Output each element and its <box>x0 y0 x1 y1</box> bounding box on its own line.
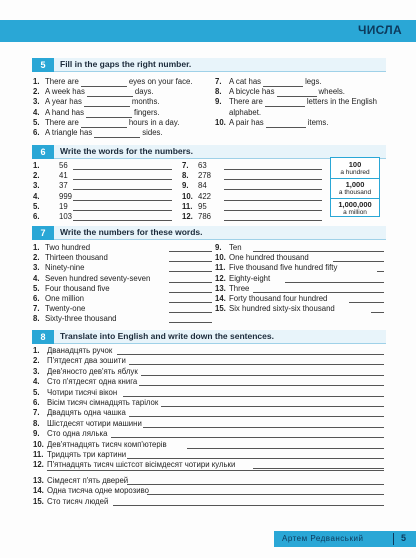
item-text: A pair has <box>229 117 264 127</box>
list-item <box>33 398 158 408</box>
item-number: 7. <box>182 161 189 170</box>
item-text: A week has <box>45 87 85 97</box>
list-item <box>215 253 309 263</box>
answer-line[interactable] <box>113 505 384 506</box>
item-text: 999 <box>59 191 73 201</box>
answer-line[interactable] <box>169 261 212 262</box>
list-item <box>182 171 211 181</box>
answer-line[interactable] <box>349 302 384 303</box>
answer-line[interactable] <box>224 179 322 180</box>
item-number: 15. <box>33 496 44 506</box>
exercise-number: 5 <box>32 58 54 72</box>
answer-line[interactable] <box>169 271 212 272</box>
item-text: A bicycle has <box>229 87 275 97</box>
item-text: Сто одна лялька <box>47 429 108 439</box>
item-number: 1. <box>33 346 40 355</box>
item-text: There are <box>45 117 79 127</box>
answer-line[interactable] <box>169 302 212 303</box>
exercise-title: Fill in the gaps the right number. <box>60 59 192 69</box>
item-text: Three <box>229 283 250 293</box>
list-item <box>33 419 142 429</box>
list-item <box>33 294 84 304</box>
list-item <box>33 486 149 496</box>
item-number: 2. <box>33 356 40 366</box>
answer-line[interactable] <box>169 322 212 323</box>
item-number: 4. <box>33 107 40 117</box>
answer-line[interactable] <box>123 396 384 397</box>
list-item <box>33 388 117 398</box>
list-item <box>182 161 207 171</box>
item-text: 19 <box>59 201 68 211</box>
list-item <box>33 128 163 138</box>
list-item <box>33 202 68 212</box>
item-text: Two hundred <box>45 243 91 252</box>
list-item <box>33 346 112 356</box>
item-text: alphabet. <box>229 107 262 117</box>
item-text: П'ятнадцять тисяч шістсот вісімдесят чотири кульки <box>47 460 236 470</box>
answer-blank[interactable] <box>81 120 127 128</box>
item-text: 56 <box>59 161 68 170</box>
answer-blank[interactable] <box>84 99 130 107</box>
answer-line[interactable] <box>117 354 384 355</box>
item-text: eyes on your face. <box>128 77 193 86</box>
list-item <box>33 171 68 181</box>
item-text: A triangle has <box>45 128 93 137</box>
item-number: 12. <box>33 460 44 470</box>
item-text: Дев'яносто дев'ять яблук <box>47 366 138 376</box>
item-number: 7. <box>33 304 40 314</box>
item-number: 3. <box>33 263 40 273</box>
exercise-number: 8 <box>32 330 54 344</box>
answer-line[interactable] <box>73 210 172 211</box>
item-number: 13. <box>33 475 44 485</box>
item-number: 10. <box>33 439 44 449</box>
answer-line[interactable] <box>224 210 322 211</box>
author-name: Артем Редванський <box>282 534 364 543</box>
list-item <box>33 304 85 314</box>
item-number: 2. <box>33 253 40 263</box>
item-number: 4. <box>33 191 40 201</box>
answer-line[interactable] <box>139 385 384 386</box>
exercise-number: 7 <box>32 226 54 240</box>
item-text: Сто п'ятдесят одна книга <box>47 377 138 387</box>
item-text: Шістдесят чотири машини <box>47 418 142 428</box>
item-number: 8. <box>215 87 222 97</box>
list-item <box>33 77 193 87</box>
item-text: One hundred thousand <box>229 253 309 263</box>
item-text: Одна тисяча одне морозиво <box>47 486 149 496</box>
exercise-title: Write the words for the numbers. <box>60 146 194 156</box>
item-text: Seven hundred seventy-seven <box>45 273 151 283</box>
answer-line[interactable] <box>224 200 322 201</box>
item-number: 3. <box>33 97 40 107</box>
answer-blank[interactable] <box>263 79 303 87</box>
item-text: items. <box>307 117 329 127</box>
item-text: Тридцять три картини <box>47 450 127 459</box>
list-item <box>182 212 211 222</box>
item-text: Twenty-one <box>45 304 86 314</box>
list-item <box>215 284 249 294</box>
item-number: 10. <box>182 191 193 201</box>
answer-blank[interactable] <box>266 120 306 128</box>
list-item <box>33 284 110 294</box>
answer-line[interactable] <box>169 292 212 293</box>
item-text: letters in the English <box>306 97 378 107</box>
box-label: a hundred <box>340 169 370 176</box>
answer-line[interactable] <box>127 484 384 485</box>
item-text: Сімдесят п'ять дверей <box>47 475 129 485</box>
item-text: A cat has <box>229 77 262 86</box>
item-text: Сто тисяч людей <box>47 496 109 506</box>
list-item <box>215 243 242 253</box>
item-text: 41 <box>59 171 68 181</box>
item-number: 11. <box>215 263 226 273</box>
exercise-5-header <box>32 58 386 72</box>
answer-line[interactable] <box>253 251 384 252</box>
list-item <box>33 377 137 387</box>
item-text: Four thousand five <box>45 283 110 293</box>
answer-line[interactable] <box>147 494 384 495</box>
item-number: 12. <box>215 273 226 283</box>
list-item <box>33 263 84 273</box>
item-number: 1. <box>33 243 40 252</box>
list-item <box>33 212 72 222</box>
item-number: 11. <box>33 450 44 459</box>
item-text: Дев'ятнадцять тисяч комп'ютерів <box>47 439 167 449</box>
list-item <box>33 408 126 418</box>
item-text: hours in a day. <box>128 117 180 127</box>
list-item <box>33 440 167 450</box>
item-text: Thirteen thousand <box>45 253 108 263</box>
item-text: A hand has <box>45 107 85 117</box>
list-item <box>33 192 72 202</box>
item-number: 5. <box>33 201 40 211</box>
list-item <box>215 77 322 87</box>
item-number: 13. <box>215 283 226 293</box>
item-text: Forty thousand four hundred <box>229 294 328 303</box>
list-item <box>33 476 128 486</box>
item-number: 10. <box>215 117 226 127</box>
list-item <box>33 108 160 118</box>
list-item <box>182 202 207 212</box>
item-number: 8. <box>182 171 189 181</box>
item-text: Вісім тисяч сімнадцять тарілок <box>47 398 159 407</box>
item-number: 4. <box>33 377 40 387</box>
item-text: Ten <box>229 243 242 252</box>
answer-line[interactable] <box>73 179 172 180</box>
item-number: 9. <box>33 429 40 439</box>
item-text: 422 <box>198 191 212 201</box>
item-text: Двадцять одна чашка <box>47 408 126 418</box>
item-number: 9. <box>182 181 189 191</box>
item-text: Ninety-nine <box>45 263 85 273</box>
list-item <box>215 294 327 304</box>
item-text: 63 <box>198 161 207 170</box>
item-number: 4. <box>33 273 40 283</box>
list-item <box>215 274 270 284</box>
item-number: 6. <box>33 294 40 303</box>
item-number: 6. <box>33 212 40 221</box>
list-item <box>182 181 207 191</box>
item-number: 7. <box>215 77 222 86</box>
header-bar <box>0 20 416 42</box>
list-item <box>33 161 68 171</box>
list-item <box>33 314 117 324</box>
answer-blank[interactable] <box>86 110 132 118</box>
list-item <box>215 97 377 107</box>
item-text: 103 <box>59 212 73 221</box>
item-text: months. <box>131 97 160 107</box>
item-number: 9. <box>215 97 222 107</box>
list-item <box>33 118 179 128</box>
answer-line[interactable] <box>73 169 172 170</box>
list-item <box>33 356 126 366</box>
item-text: Чотири тисячі вікон <box>47 387 118 397</box>
list-item <box>33 181 68 191</box>
list-item <box>33 253 108 263</box>
exercise-8-header <box>32 330 386 344</box>
answer-line[interactable] <box>129 416 384 417</box>
page-number: 5 <box>400 533 406 543</box>
exercise-7-header <box>32 226 386 240</box>
list-item <box>215 304 335 314</box>
box-number: 1,000,000 <box>338 200 372 209</box>
item-number: 6. <box>33 398 40 407</box>
answer-line[interactable] <box>224 189 322 190</box>
answer-line[interactable] <box>47 470 384 471</box>
item-number: 7. <box>33 408 40 418</box>
answer-line[interactable] <box>224 169 322 170</box>
item-number: 10. <box>215 253 226 263</box>
list-item <box>215 108 261 118</box>
exercise-title: Write the numbers for these words. <box>60 227 203 237</box>
item-number: 9. <box>215 243 222 252</box>
answer-line[interactable] <box>73 200 172 201</box>
item-number: 2. <box>33 171 40 181</box>
item-text: Eighty-eight <box>229 273 271 283</box>
answer-line[interactable] <box>333 261 384 262</box>
list-item <box>33 87 154 97</box>
item-number: 5. <box>33 387 40 397</box>
item-number: 5. <box>33 117 40 127</box>
list-item <box>33 497 108 507</box>
answer-line[interactable] <box>73 220 172 221</box>
number-reference-box <box>330 157 380 217</box>
item-number: 6. <box>33 128 40 137</box>
box-number: 1,000 <box>345 180 365 189</box>
answer-line[interactable] <box>285 282 384 283</box>
list-item <box>33 367 138 377</box>
answer-line[interactable] <box>129 364 384 365</box>
answer-line[interactable] <box>73 189 172 190</box>
list-item <box>33 243 90 253</box>
item-number: 3. <box>33 181 40 191</box>
list-item <box>33 429 107 439</box>
item-number: 11. <box>182 201 193 211</box>
item-text: 95 <box>198 201 207 211</box>
answer-blank[interactable] <box>81 79 127 87</box>
item-text: Sixty-three thousand <box>45 314 117 324</box>
footer-divider <box>393 533 394 545</box>
answer-line[interactable] <box>224 220 322 221</box>
answer-line[interactable] <box>169 312 212 313</box>
item-text: Five thousand five hundred fifty <box>229 263 338 273</box>
answer-line[interactable] <box>161 406 384 407</box>
list-item <box>33 450 126 460</box>
answer-line[interactable] <box>169 251 212 252</box>
item-text: 786 <box>198 212 212 221</box>
item-number: 1. <box>33 77 40 86</box>
item-number: 14. <box>215 294 226 303</box>
answer-line[interactable] <box>127 458 384 459</box>
item-text: wheels. <box>318 87 345 97</box>
item-text: A year has <box>45 97 82 107</box>
answer-line[interactable] <box>143 427 384 428</box>
list-item <box>182 192 211 202</box>
box-divider <box>331 178 379 179</box>
box-divider <box>331 198 379 199</box>
item-number: 3. <box>33 366 40 376</box>
item-number: 14. <box>33 486 44 496</box>
answer-blank[interactable] <box>265 99 305 107</box>
item-number: 8. <box>33 314 40 324</box>
item-text: Six hundred sixty-six thousand <box>229 304 335 314</box>
box-number: 100 <box>348 160 362 169</box>
answer-line[interactable] <box>253 292 384 293</box>
exercise-title: Translate into English and write down the sentences. <box>60 331 274 341</box>
answer-line[interactable] <box>377 271 384 272</box>
item-text: There are <box>229 97 263 107</box>
item-text: fingers. <box>134 107 160 117</box>
answer-line[interactable] <box>141 375 384 376</box>
item-text: 278 <box>198 171 212 181</box>
page-title: ЧИСЛА <box>357 23 402 37</box>
answer-blank[interactable] <box>277 89 317 97</box>
item-text: П'ятдесят два зошити <box>47 356 126 366</box>
item-text: days. <box>134 87 154 97</box>
item-text: 84 <box>198 181 207 191</box>
exercise-number: 6 <box>32 145 54 159</box>
answer-blank[interactable] <box>87 89 133 97</box>
item-number: 5. <box>33 283 40 293</box>
answer-line[interactable] <box>169 282 212 283</box>
list-item <box>215 263 337 273</box>
item-text: legs. <box>305 77 322 86</box>
item-number: 15. <box>215 304 226 314</box>
item-text: Дванадцять ручок <box>47 346 113 355</box>
list-item <box>33 97 160 107</box>
item-text: One million <box>45 294 84 303</box>
list-item <box>215 87 345 97</box>
footer-bar <box>274 531 416 547</box>
box-label: a thousand <box>338 189 372 196</box>
list-item <box>33 274 150 284</box>
list-item <box>215 118 328 128</box>
item-text: 37 <box>59 181 68 191</box>
item-number: 1. <box>33 161 40 170</box>
item-number: 2. <box>33 87 40 97</box>
answer-blank[interactable] <box>94 130 140 138</box>
answer-line[interactable] <box>187 448 384 449</box>
item-number: 12. <box>182 212 193 221</box>
answer-line[interactable] <box>111 437 384 438</box>
answer-line[interactable] <box>371 312 384 313</box>
item-number: 8. <box>33 418 40 428</box>
box-label: a million <box>343 209 367 216</box>
item-text: sides. <box>142 128 163 137</box>
item-text: There are <box>45 77 79 86</box>
